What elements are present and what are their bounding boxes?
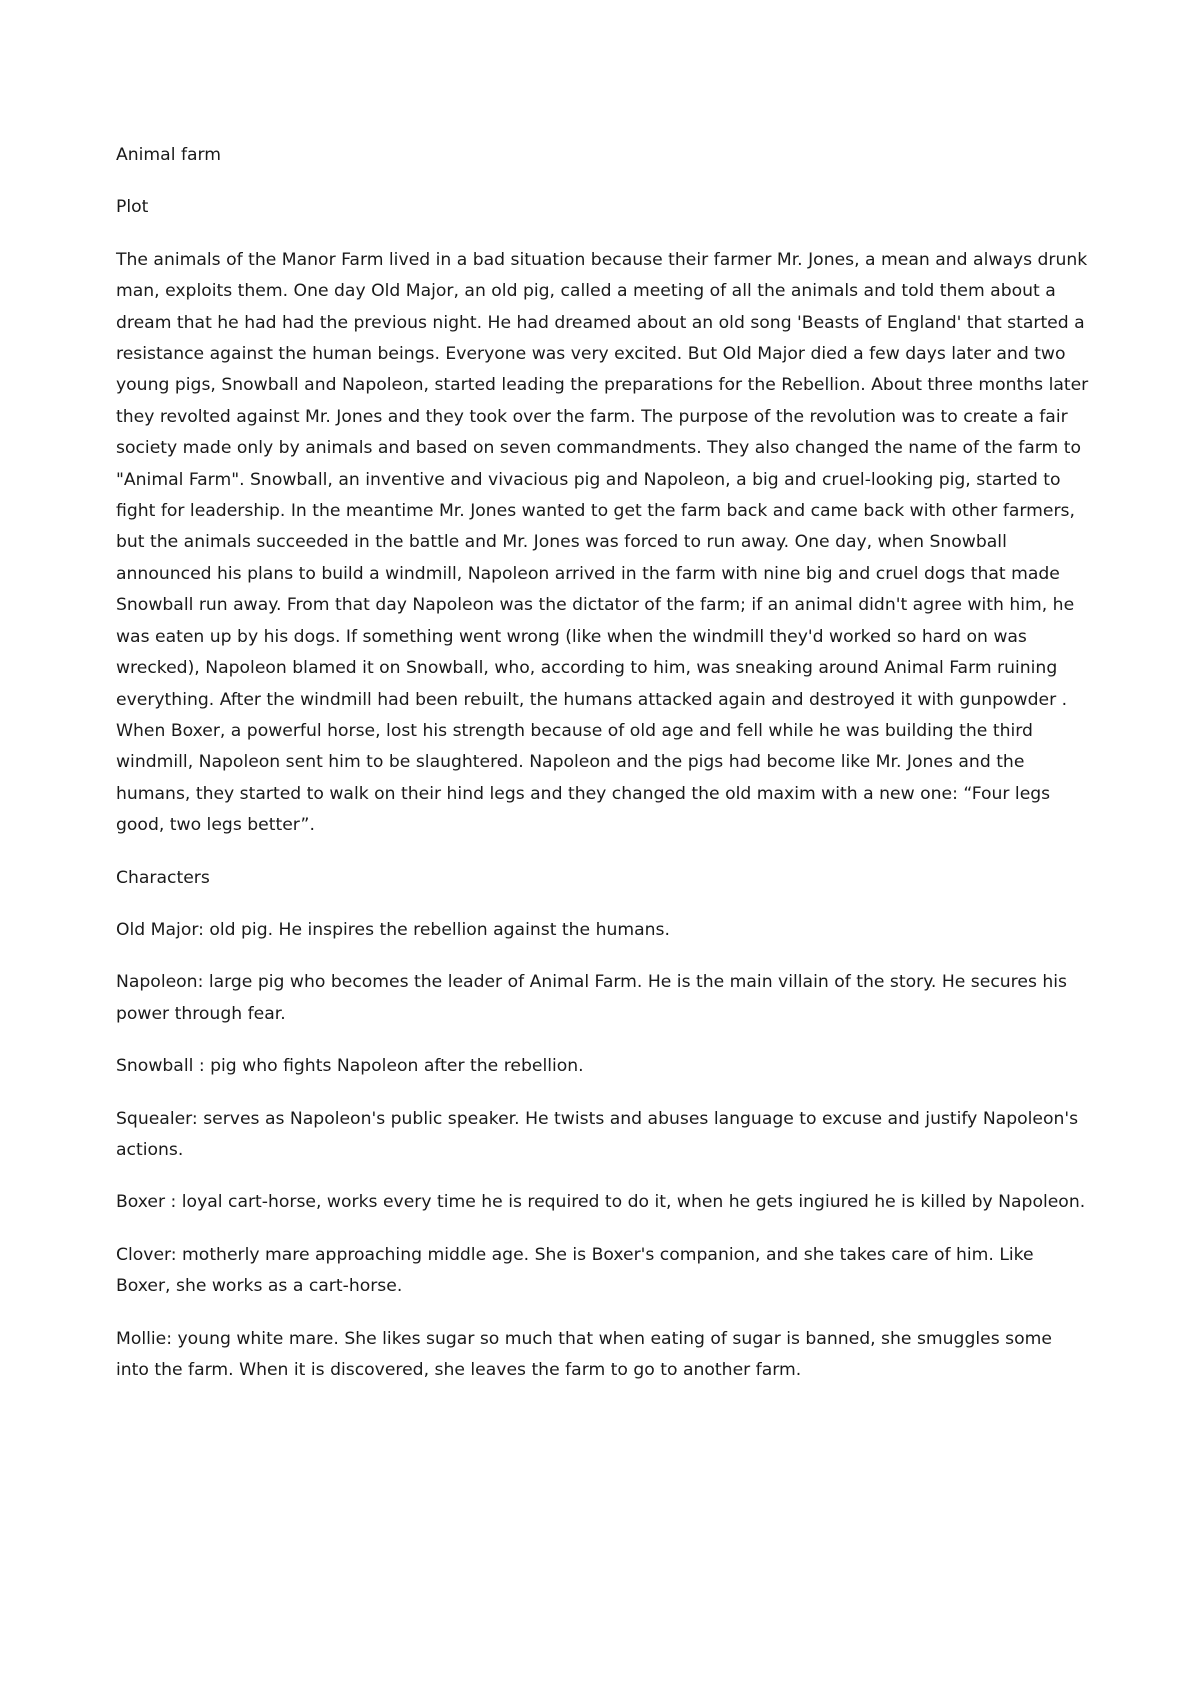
characters-heading: Characters	[116, 867, 210, 888]
plot-heading: Plot	[116, 197, 149, 218]
character-entry-boxer: Boxer : loyal cart-horse, works every time he is required to do it, when he gets ingiured he is killed by Napoleon.	[116, 1192, 1086, 1213]
character-entry-old-major: Old Major: old pig. He inspires the rebellion against the humans.	[116, 919, 670, 940]
character-entry-snowball: Snowball : pig who fights Napoleon after the rebellion.	[116, 1056, 584, 1077]
plot-paragraph: The animals of the Manor Farm lived in a bad situation because their farmer Mr. Jones, a mean and always drunk man, exploits them. One day Old Major, an old pig, called a meeting of all the animals and told them about a dream that he had had the previous night. He had dreamed about an old song 'Beasts of England' that started a resistance against the human beings. Everyone was very excited. But Old Major died a few days later and two young pigs, Snowball and Napoleon, started leading the preparations for the Rebellion. About three months later they revolted against Mr. Jones and they took over the farm. The purpose of the revolution was to create a fair society made only by animals and based on seven commandments. They also changed the name of the farm to "Animal Farm". Snowball, an inventive and vivacious pig and Napoleon, a big and cruel-looking pig, started to fight for leadership. In the meantime Mr. Jones wanted to get the farm back and came back with other farmers, but the animals succeeded in the battle and Mr. Jones was forced to run away. One day, when Snowball announced his plans to build a windmill, Napoleon arrived in the farm with nine big and cruel dogs that made Snowball run away. From that day Napoleon was the dictator of the farm; if an animal didn't agree with him, he was eaten up by his dogs. If something went wrong (like when the windmill they'd worked so hard on was wrecked), Napoleon blamed it on Snowball, who, according to him, was sneaking around Animal Farm ruining everything. After the windmill had been rebuilt, the humans attacked again and destroyed it with gunpowder . When Boxer, a powerful horse, lost his strength because of old age and fell while he was building the third windmill, Napoleon sent him to be slaughtered. Napoleon and the pigs had become like Mr. Jones and the humans, they started to walk on their hind legs and they changed the old maxim with a new one: “Four legs good, two legs better”.	[116, 249, 1089, 836]
document-title: Animal farm	[116, 145, 222, 165]
character-entry-napoleon: Napoleon: large pig who becomes the leader of Animal Farm. He is the main villain of the story. He secures his power through fear.	[116, 972, 1067, 1024]
character-entry-clover: Clover: motherly mare approaching middle age. She is Boxer's companion, and she takes care of him. Like Boxer, she works as a cart-horse.	[116, 1244, 1034, 1297]
character-entry-squealer: Squealer: serves as Napoleon's public speaker. He twists and abuses language to excuse and justify Napoleon's actions.	[116, 1108, 1079, 1160]
character-entry-mollie: Mollie: young white mare. She likes sugar so much that when eating of sugar is banned, she smuggles some into the farm. When it is discovered, she leaves the farm to go to another farm.	[116, 1328, 1052, 1380]
